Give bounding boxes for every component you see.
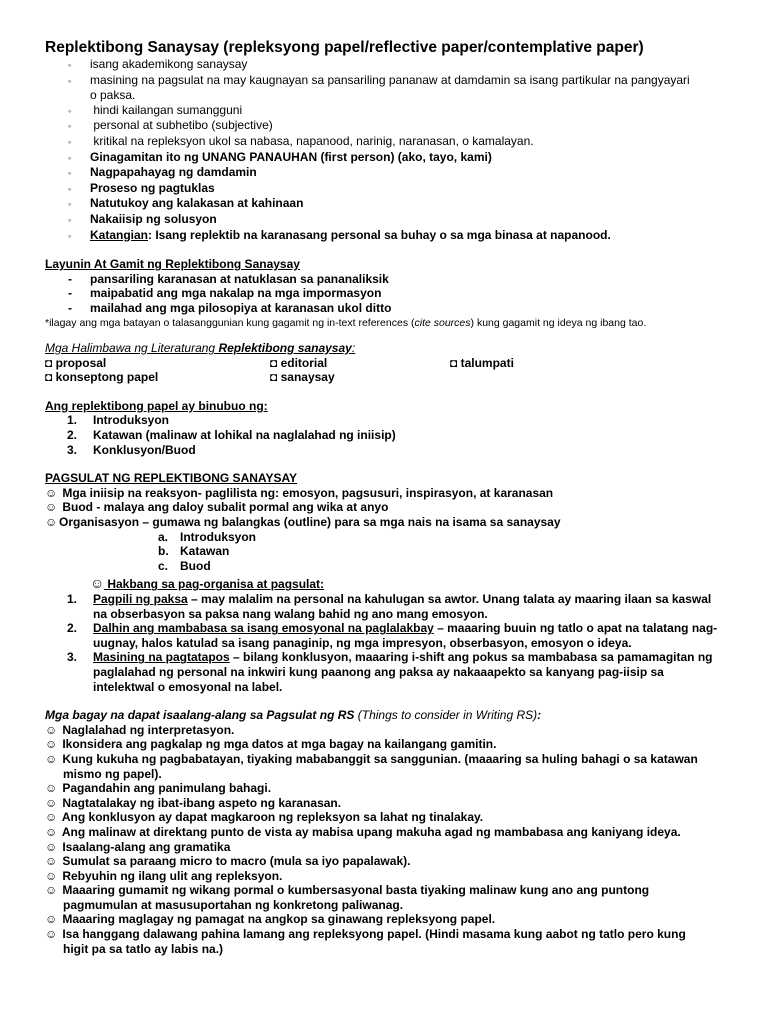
smile-icon: ☺ [45, 868, 58, 883]
layunin-item [45, 301, 735, 316]
smile-icon: ☺ [45, 500, 58, 515]
bullet-text: isang akademikong sanaysay [90, 57, 248, 71]
step-number: 2. [67, 621, 78, 636]
bullet-text: Natutukoy ang kalakasan at kahinaan [90, 196, 304, 211]
hakbang-steps-list [45, 592, 735, 694]
outline-letter: a. [158, 529, 169, 544]
bullet-text: kritikal na repleksyon ukol sa nabasa, napanood, narinig, naranasan, o kamalayan. [90, 133, 534, 148]
layunin-text: pansariling karanasan at natuklasan sa pananaliksik [90, 271, 389, 286]
layunin-heading: Layunin At Gamit ng Replektibong Sanaysay [45, 257, 300, 272]
intro-bullet-item [45, 196, 735, 212]
intro-bullet-list [45, 57, 735, 228]
bagay-item [45, 796, 735, 811]
outline-item [45, 559, 735, 574]
bullet-glyph: ◦ [68, 121, 72, 132]
binubuo-list [45, 413, 735, 457]
bagay-item [45, 723, 735, 738]
bagay-continuation: pagmumulan at masusuportahan ng konkretong paliwanag. [63, 897, 404, 912]
bagay-continuation: mismo ng papel). [63, 766, 162, 781]
layunin-text: mailahad ang mga pilosopiya at karanasan ukol ditto [90, 300, 392, 315]
bullet-glyph: ◦ [68, 199, 72, 210]
layunin-text: maipabatid ang mga nakalap na mga impormasyon [90, 286, 382, 301]
smile-icon: ☺ [45, 824, 58, 839]
layunin-item [45, 272, 735, 287]
halimbawa-item: ◘ talumpati [450, 355, 514, 370]
bullet-text: Nakaiisip ng solusyon [90, 211, 217, 226]
intro-bullet-item [45, 181, 735, 197]
bagay-text: Isaalang-alang ang gramatika [59, 839, 231, 854]
outline-letter: c. [158, 558, 169, 573]
intro-bullet-item [45, 103, 735, 119]
hakbang-step [45, 621, 735, 636]
halimbawa-row-1 [45, 356, 735, 371]
bagay-text: Pagandahin ang panimulang bahagi. [59, 781, 272, 796]
bagay-text: Ang malinaw at direktang punto de vista ay mabisa upang makuha agad ng mambabasa ang kaniyang ideya. [59, 824, 681, 839]
pagsulat-text: Buod - malaya ang daloy subalit pormal ang wika at anyo [59, 500, 389, 515]
bagay-text: Isa hanggang dalawang pahina lamang ang repleksyong papel. (Hindi masama kung aabot ng tatlo pero kung [59, 927, 686, 942]
katangian-text: : Isang replektib na karanasang personal sa buhay o sa mga binasa at napanood. [148, 227, 611, 242]
smile-icon: ☺ [45, 485, 58, 500]
document-title: Replektibong Sanaysay (repleksyong papel/reflective paper/contemplative paper) [45, 39, 644, 56]
katangian-label: Katangian [90, 227, 149, 242]
bagay-item [45, 854, 735, 869]
halimbawa-item: ◘ editorial [270, 355, 328, 370]
bullet-glyph: ◦ [68, 183, 72, 194]
pagsulat-text: Organisasyon – gumawa ng balangkas (outline) para sa mga nais na isama sa sanaysay [59, 515, 561, 530]
step-continuation: na obserbasyon sa paksa nang walang bahid ng ano mang emosyon. [93, 606, 488, 621]
bullet-text: personal at subhetibo (subjective) [90, 118, 273, 133]
smile-icon: ☺ [45, 810, 58, 825]
bagay-text: Ang konklusyon ay dapat magkaroon ng repleksyon sa lahat ng tinalakay. [59, 810, 484, 825]
smile-icon: ☺ [45, 883, 58, 898]
outline-text: Katawan [180, 544, 230, 559]
hakbang-heading: ☺ Hakbang sa pag-organisa at pagsulat: [90, 575, 325, 592]
bagay-continuation: higit pa sa tatlo ay labis na.) [63, 941, 224, 956]
document-page [45, 38, 735, 956]
layunin-note: *ilagay ang mga batayan o talasanggunian kung gagamit ng in-text references (cite sources) kung gagamit ng ideya ng ibang tao. [45, 316, 647, 329]
layunin-item [45, 286, 735, 301]
bullet-text: Nagpapahayag ng damdamin [90, 165, 257, 180]
step-label: Masining na pagtatapos [93, 650, 230, 665]
bagay-text: Kung kukuha ng pagbabatayan, tiyaking mababanggit sa sanggunian. (maaaring sa huling bahagi o sa katawan [59, 751, 698, 766]
bagay-item [45, 752, 735, 767]
bagay-text: Nagtatalakay ng ibat-ibang aspeto ng karanasan. [59, 795, 342, 810]
smile-icon: ☺ [45, 912, 58, 927]
dash-glyph: - [68, 271, 72, 286]
smile-icon: ☺ [45, 927, 58, 942]
item-number: 1. [67, 413, 78, 428]
binubuo-heading: Ang replektibong papel ay binubuo ng: [45, 398, 268, 413]
bullet-glyph: ◦ [68, 152, 72, 163]
pagsulat-item [45, 486, 735, 501]
binubuo-item [45, 413, 735, 428]
dash-glyph: - [68, 300, 72, 315]
bullet-glyph: ◦ [68, 168, 72, 179]
pagsulat-text: Mga iniisip na reaksyon- paglilista ng: emosyon, pagsusuri, inspirasyon, at karanasan [59, 485, 554, 500]
smile-icon: ☺ [45, 781, 58, 796]
step-text: – bilang konklusyon, maaaring i-shift ang pokus sa mambabasa sa pamamagitan ng [229, 650, 713, 665]
step-label: Pagpili ng paksa [93, 592, 188, 606]
bullet-text: Proseso ng pagtuklas [90, 180, 215, 195]
intro-bullet-item [45, 212, 735, 228]
bagay-item [45, 883, 735, 898]
bagay-item [45, 840, 735, 855]
step-label: Dalhin ang mambabasa sa isang emosyonal na paglalakbay [93, 621, 434, 636]
bagay-list [45, 723, 735, 957]
layunin-list [45, 272, 735, 316]
outline-item [45, 530, 735, 545]
pagsulat-heading: PAGSULAT NG REPLEKTIBONG SANAYSAY [45, 471, 298, 486]
intro-bullet-item [45, 150, 735, 166]
bagay-text: Sumulat sa paraang micro to macro (mula sa iyo papalawak). [59, 854, 411, 869]
bagay-text: Maaaring gumamit ng wikang pormal o kumbersasyonal basta tiyaking malinaw kung ano ang puntong [59, 883, 650, 898]
bullet-glyph: ◦ [68, 136, 72, 147]
halimbawa-item: ◘ proposal [45, 355, 107, 370]
hakbang-step [45, 592, 735, 607]
binubuo-item [45, 443, 735, 458]
bagay-item [45, 810, 735, 825]
bullet-glyph: ◦ [68, 75, 72, 86]
item-text: Konklusyon/Buod [93, 442, 196, 457]
bagay-text: Naglalahad ng interpretasyon. [59, 722, 235, 737]
item-number: 2. [67, 428, 78, 443]
step-continuation: paglalahad ng personal na inkwiri kung paanong ang paksa ay nakaaapekto sa kanyang pag-iisip sa [93, 664, 664, 679]
smile-icon: ☺ [90, 575, 105, 592]
halimbawa-item: ◘ sanaysay [270, 370, 335, 385]
bullet-continuation: o paksa. [90, 88, 136, 103]
step-number: 1. [67, 592, 78, 606]
outline-text: Buod [180, 558, 211, 573]
pagsulat-item [45, 500, 735, 515]
smile-icon: ☺ [45, 854, 58, 869]
bullet-text: Ginagamitan ito ng UNANG PANAUHAN (first person) (ako, tayo, kami) [90, 149, 492, 164]
bagay-item [45, 912, 735, 927]
bagay-text: Ikonsidera ang pagkalap ng mga datos at mga bagay na kailangang gamitin. [59, 737, 497, 752]
outline-item [45, 544, 735, 559]
bagay-text: Rebyuhin ng ilang ulit ang repleksyon. [59, 868, 283, 883]
intro-bullet-item [45, 57, 735, 73]
dash-glyph: - [68, 286, 72, 301]
smile-icon: ☺ [45, 515, 58, 530]
bagay-item [45, 869, 735, 884]
step-continuation: uugnay, halos katulad sa isang panaginip, ng mga impresyon, obserbasyon, emosyon o ideya. [93, 635, 632, 650]
bullet-glyph: ◦ [68, 214, 72, 225]
bagay-item [45, 781, 735, 796]
bullet-glyph: ◦ [68, 105, 72, 116]
outline-letter: b. [158, 544, 169, 559]
outline-text: Introduksyon [180, 529, 257, 544]
intro-bullet-item [45, 118, 735, 134]
intro-bullet-item [45, 73, 735, 89]
bagay-text: Maaaring maglagay ng pamagat na angkop sa ginawang repleksyong papel. [59, 912, 496, 927]
bagay-heading: Mga bagay na dapat isaalang-alang sa Pagsulat ng RS (Things to consider in Writing RS): [45, 708, 542, 723]
pagsulat-list [45, 486, 735, 530]
item-text: Introduksyon [93, 413, 170, 428]
katangian-line [45, 228, 735, 244]
smile-icon: ☺ [45, 751, 58, 766]
step-continuation: intelektwal o emosyonal na label. [93, 679, 283, 694]
item-number: 3. [67, 442, 78, 457]
bullet-glyph: ◦ [68, 60, 72, 70]
step-number: 3. [67, 650, 78, 665]
binubuo-item [45, 428, 735, 443]
bagay-item [45, 737, 735, 752]
intro-bullet-item [45, 165, 735, 181]
bagay-item [45, 927, 735, 942]
pagsulat-sub-list [45, 530, 735, 574]
step-text: – may malalim na personal na kahulugan sa awtor. Unang talata ay maaring ilaan sa kaswal [187, 592, 712, 606]
pagsulat-item [45, 515, 735, 530]
halimbawa-item: ◘ konseptong papel [45, 370, 159, 385]
step-text: – maaaring buuin ng tatlo o apat na talatang nag- [433, 621, 718, 636]
smile-icon: ☺ [45, 795, 58, 810]
halimbawa-heading: Mga Halimbawa ng Literaturang Replektibong sanaysay: [45, 341, 356, 356]
bullet-text: hindi kailangan sumangguni [90, 102, 243, 117]
bullet-glyph: ◦ [68, 230, 72, 241]
smile-icon: ☺ [45, 737, 58, 752]
smile-icon: ☺ [45, 722, 58, 737]
halimbawa-row-2 [45, 370, 735, 385]
intro-bullet-item [45, 134, 735, 150]
hakbang-step [45, 650, 735, 665]
bagay-item [45, 825, 735, 840]
item-text: Katawan (malinaw at lohikal na naglalahad ng iniisip) [93, 428, 396, 443]
bullet-text: masining na pagsulat na may kaugnayan sa pansariling pananaw at damdamin sa isang partikular na pangyayari [90, 72, 690, 87]
smile-icon: ☺ [45, 839, 58, 854]
